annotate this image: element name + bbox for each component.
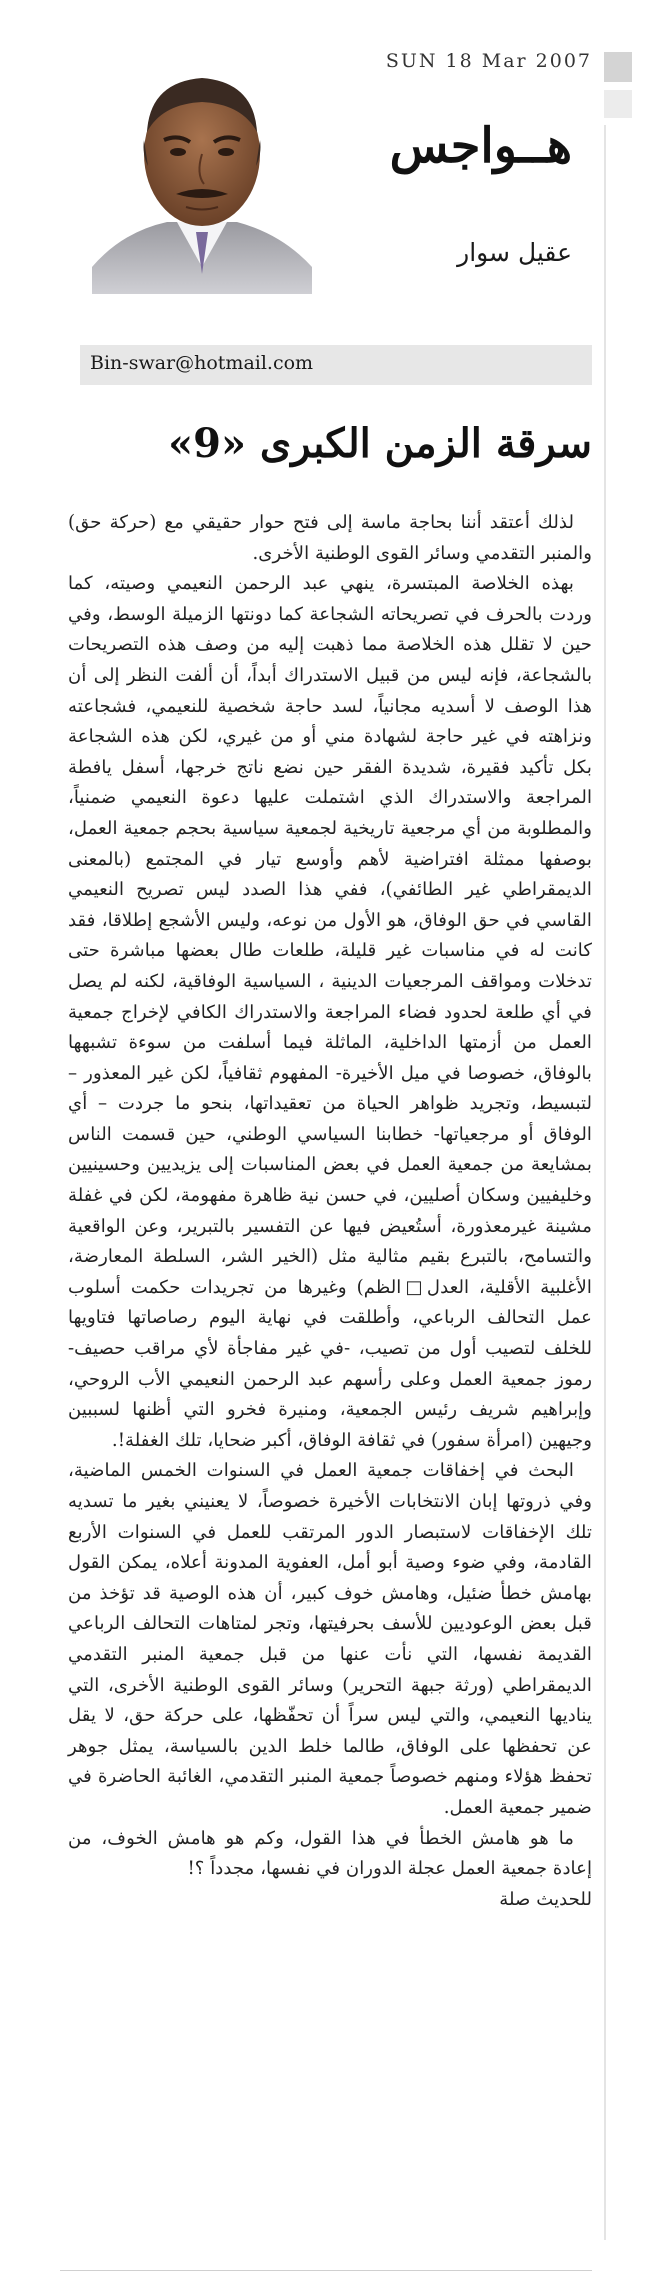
email-bar — [80, 345, 592, 385]
author-name: عقيل سوار — [457, 238, 572, 267]
article-headline: سرقة الزمن الكبرى «9» — [168, 420, 592, 467]
article-paragraph: بهذه الخلاصة المبتسرة، ينهي عبد الرحمن النعيمي وصيته، كما وردت بالحرف في تصريحاته الشجاعة كما دونتها الزميلة الوسط، وفي حين لا تقلل هذه الخلاصة مما ذهبت إليه من وصف هذه التصريحات بالشجاعة، فإنه ليس من قبيل الاستدراك أبداً، أن ألفت النظر إلى أن هذا الوصف لا أسديه مجانياً، لسد حاجة شخصية للنعيمي، فشجاعته ونزاهته في غير حاجة لشهادة مني أو من غيري، لكن هذه الشجاعة بكل تأكيد فقيرة، شديدة الفقر حين نضع ناتج خرجها، أسفل يافطة المراجعة والاستدراك الذي اشتملت عليها دعوة النعيمي ضمنياً، والمطلوبة من أي مرجعية تاريخية لجمعية سياسية بحجم جمعية العمل، بوصفها ممثلة افتراضية لأهم وأوسع تيار في المجتمع (بالمعنى الديمقراطي غير الطائفي)، ففي هذا الصدد ليس تصريح النعيمي القاسي في حق الوفاق، هو الأول من نوعه، وليس الأشجع إطلاقا، فقد كانت له في مناسبات غير قليلة، طلعات طال بعضها مباشرة حتى تدخلات ومواقف المرجعيات الدينية ، السياسية الوفاقية، لكنه لم يصل في أي طلعة لحدود فضاء المراجعة والاستدراك الكافي لإخراج جمعية العمل من أزمتها الداخلية، الماثلة فيما أسلفت من سوءة تشبهها بالوفاق، خصوصا في ميل الأخيرة- المفهوم ثقافياً، لكن غير المعذور – لتبسيط، وتجريد ظواهر الحياة من تعقيداتها، بنحو ما جردت – أي الوفاق أو مرجعياتها- خطابنا السياسي الوطني، حين قسمت الناس بمشايعة من جمعية العمل في بعض المناسبات إلى يزيديين وحسينيين وخليفيين وسكان أصليين، في حسن نية ظاهرة مفهومة، لكن في غفلة مشينة غيرمعذورة، أستُعيض فيها عن التفسير بالتبرير، وعن الواقعية والتسامح، بالتبرع بقيم مثالية مثل (الخير الشر، السلطة المعارضة، الأغلبية الأقلية، العدل□الظم) وغيرها من تجريدات حكمت أسلوب عمل التحالف الرباعي، وأطلقت في نهاية اليوم رصاصاتها فتاويها للخلف لتصيب أول من تصيب، -في غير مفاجأة لأي مراقب حصيف- رموز جمعية العمل وعلى رأسهم عبد الرحمن النعيمي الأب الروحي، وإبراهيم شريف رئيس الجمعية، ومنيرة فخرو التي أظنها لسببين وجيهين (امرأة سفور) في ثقافة الوفاق، أكبر ضحايا، تلك الغفلة!. — [68, 573, 592, 1451]
article-paragraph: ما هو هامش الخطأ في هذا القول، وكم هو هامش الخوف، من إعادة جمعية العمل عجلة الدوران في نفسها، مجدداً ؟! — [68, 1827, 592, 1880]
article-body — [68, 508, 592, 1915]
author-email[interactable]: Bin-swar@hotmail.com — [90, 352, 314, 374]
sidebar-rule — [604, 125, 606, 2240]
publication-date: SUN 18 Mar 2007 — [385, 50, 592, 72]
right-sidebar — [604, 0, 666, 2283]
sidebar-block — [604, 52, 632, 82]
article-signoff: للحديث صلة — [499, 1888, 592, 1910]
footer-rule — [60, 2270, 592, 2271]
article-paragraph: لذلك أعتقد أننا بحاجة ماسة إلى فتح حوار حقيقي مع (حركة حق) والمنبر التقدمي وسائر القوى الوطنية الأخرى. — [68, 512, 592, 564]
column-title: هــواجس — [389, 118, 572, 174]
article-paragraph: البحث في إخفاقات جمعية العمل في السنوات الخمس الماضية، وفي ذروتها إبان الانتخابات الأخيرة خصوصاً، لا يعنيني بغير ما تسديه تلك الإخفاقات لاستبصار الدور المرتقب للعمل في السنوات الأربع القادمة، وفي ضوء وصية أبو أمل، العفوية المدونة أعلاه، يمكن القول بهامش خطأ ضئيل، وهامش خوف كبير، أن هذه الوصية قد تؤخذ من قبل بعض الوعوديين للأسف بحرفيتها، وتجر لمتاهات التحالف الرباعي القديمة نفسها، التي نأت عنها من قبل جمعية المنبر التقدمي الديمقراطي (ورثة جبهة التحرير) وسائر القوى الوطنية الأخرى، التي يناديها النعيمي، والتي ليس سراً أن تحفّظها، على حركة حق، لا يقل عن تحفظها على الوفاق، طالما خلط الدين بالسياسة، يمثل جوهر تحفظ هؤلاء ومنهم خصوصاً جمعية المنبر التقدمي، الغائبة الحاضرة في ضمير جمعية العمل. — [68, 1460, 592, 1818]
author-portrait — [92, 62, 312, 294]
sidebar-block — [604, 90, 632, 118]
